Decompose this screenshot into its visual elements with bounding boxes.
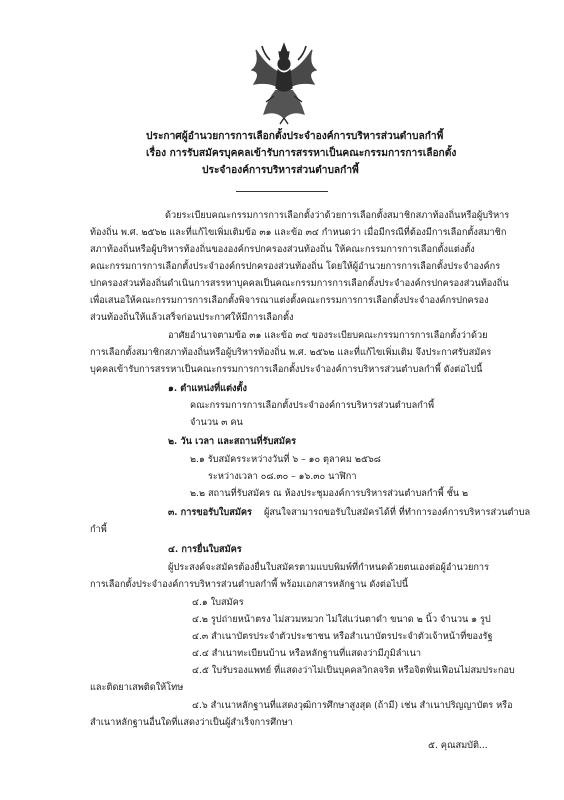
title-underline [236, 191, 328, 192]
section-3-heading: ๓. การขอรับใบสมัคร [168, 507, 252, 518]
para1-line: ส่วนท้องถิ่นให้แล้วเสร็จก่อนประกาศให้มีการเลือกตั้ง [90, 312, 294, 323]
section-4-item: ๔.๕ ใบรับรองแพทย์ ที่แสดงว่าไม่เป็นบุคคลวิกลจริต หรือจิตฟั่นเฟือนไม่สมประกอบ [192, 665, 515, 676]
subject-line-continued: ประจำองค์การบริหารส่วนตำบลกำพี้ [202, 164, 359, 176]
section-4-item-continued: และติดยาเสพติดให้โทษ [90, 682, 184, 693]
para2-line: การเลือกตั้งสมาชิกสภาท้องถิ่นหรือผู้บริหารท้องถิ่น พ.ศ. ๒๕๖๒ และที่แก้ไขเพิ่มเติม จึงประกาศรับสมัคร [90, 347, 492, 358]
para2-line: บุคคลเข้ารับการสรรหาเป็นคณะกรรมการการเลือกตั้งประจำองค์การบริหารส่วนตำบลกำพี้ ดังต่อไปนี้ [90, 364, 483, 375]
section-4-item: ๔.๔ สำเนาทะเบียนบ้าน หรือหลักฐานที่แสดงว่ามีภูมิลำเนา [192, 648, 422, 659]
garuda-emblem-icon [246, 40, 322, 126]
para1-line: ปกครองส่วนท้องถิ่นดำเนินการสรรหาบุคคลเป็นคณะกรรมการการเลือกตั้งประจำองค์กรปกครองส่วนท้องถิ่น [90, 278, 509, 289]
section-1-line: คณะกรรมการการเลือกตั้งประจำองค์การบริหารส่วนตำบลกำพี้ [190, 400, 435, 411]
section-4-item: ๔.๒ รูปถ่ายหน้าตรง ไม่สวมหมวก ไม่ใส่แว่นตาดำ ขนาด ๒ นิ้ว จำนวน ๑ รูป [192, 614, 491, 625]
section-2-line: ๒.๑ รับสมัครระหว่างวันที่ ๖ – ๑๐ ตุลาคม ๒๕๖๘ [190, 454, 381, 465]
para2-line: อาศัยอำนาจตามข้อ ๓๑ และข้อ ๓๔ ของระเบียบคณะกรรมการการเลือกตั้งว่าด้วย [168, 330, 488, 341]
section-2-line: ๒.๒ สถานที่รับสมัคร ณ ห้องประชุมองค์การบริหารส่วนตำบลกำพี้ ชั้น ๒ [190, 488, 469, 499]
section-2-heading: ๒. วัน เวลา และสถานที่รับสมัคร [168, 436, 297, 447]
section-1-heading: ๑. ตำแหน่งที่แต่งตั้ง [168, 383, 247, 394]
para1-line: คณะกรรมการการเลือกตั้งประจำองค์กรปกครองส่วนท้องถิ่น โดยให้ผู้อำนวยการการเลือกตั้งประจำองค์กร [90, 261, 501, 272]
section-4-item: ๔.๑ ใบสมัคร [192, 597, 244, 608]
section-4-heading: ๔. การยื่นใบสมัคร [168, 544, 242, 555]
section-2-line: ระหว่างเวลา ๐๘.๓๐ – ๑๖.๓๐ นาฬิกา [208, 471, 357, 482]
announcement-title: ประกาศผู้อำนวยการการเลือกตั้งประจำองค์การบริหารส่วนตำบลกำพี้ [146, 130, 444, 142]
para1-line: ท้องถิ่น พ.ศ. ๒๕๖๒ และที่แก้ไขเพิ่มเติมข้อ ๓๑ และข้อ ๓๔ กำหนดว่า เมื่อมีกรณีที่ต้องมีการเลือกตั้งสมาชิก [90, 227, 507, 238]
section-4-item-continued: สำเนาหลักฐานอื่นใดที่แสดงว่าเป็นผู้สำเร็จการศึกษา [90, 717, 293, 728]
section-1-line: จำนวน ๓ คน [190, 417, 243, 428]
section-3-text-continued: กำพี้ [90, 524, 107, 535]
para1-line: สภาท้องถิ่นหรือผู้บริหารท้องถิ่นขององค์กรปกครองส่วนท้องถิ่น ให้คณะกรรมการการเลือกตั้งแต่งตั้ง [90, 244, 475, 255]
section-4-intro-line: ผู้ประสงค์จะสมัครต้องยื่นใบสมัครตามแบบพิมพ์ที่กำหนดด้วยตนเองต่อผู้อำนวยการ [168, 562, 490, 573]
section-4-item: ๔.๖ สำเนาหลักฐานที่แสดงวุฒิการศึกษาสูงสุด (ถ้ามี) เช่น สำเนาปริญญาบัตร หรือ [192, 700, 513, 711]
subject-line: เรื่อง การรับสมัครบุคคลเข้ารับการสรรหาเป็นคณะกรรมการการเลือกตั้ง [146, 147, 457, 159]
section-4-item: ๔.๓ สำเนาบัตรประจำตัวประชาชน หรือสำเนาบัตรประจำตัวเจ้าหน้าที่ของรัฐ [192, 631, 493, 642]
section-4-intro-line: การเลือกตั้งประจำองค์การบริหารส่วนตำบลกำพี้ พร้อมเอกสารหลักฐาน ดังต่อไปนี้ [90, 579, 409, 590]
section-3-text: ผู้สนใจสามารถขอรับใบสมัครได้ที่ ที่ทำการองค์การบริหารส่วนตำบล [264, 507, 531, 518]
next-page-catchword: ๕. คุณสมบัติ... [428, 740, 488, 751]
para1-line: เพื่อเสนอให้คณะกรรมการการเลือกตั้งพิจารณาแต่งตั้งคณะกรรมการการเลือกตั้งประจำองค์กรปกครอง [90, 295, 489, 306]
para1-line: ด้วยระเบียบคณะกรรมการการเลือกตั้งว่าด้วยการเลือกตั้งสมาชิกสภาท้องถิ่นหรือผู้บริหาร [165, 210, 510, 221]
